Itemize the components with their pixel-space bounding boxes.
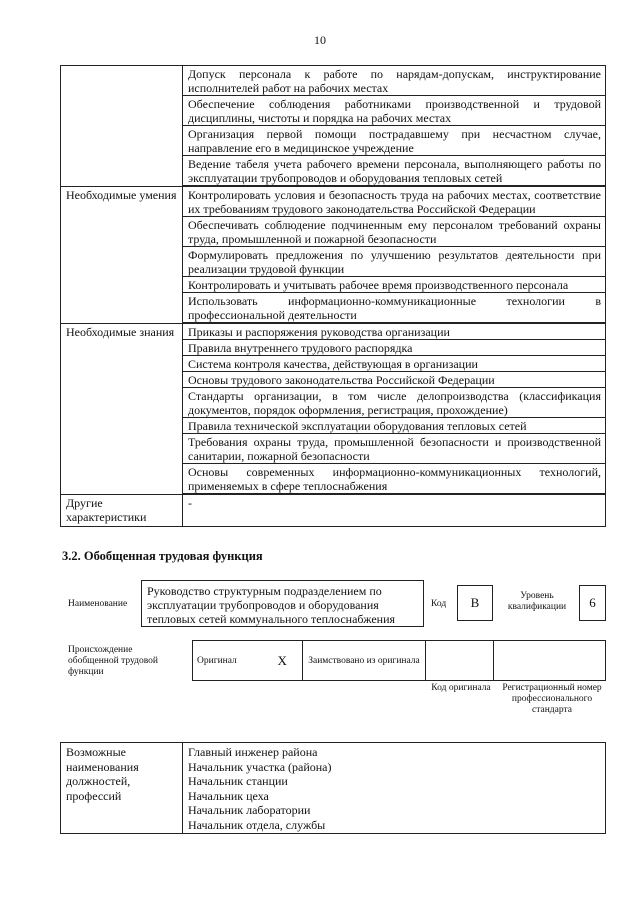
skill-item: Контролировать и учитывать рабочее время производственного персонала [183,277,606,293]
original-label: Оригинал [193,641,263,681]
knowledge-item: Основы трудового законодательства Российской Федерации [183,372,606,388]
original-mark: X [263,641,303,681]
position-item: Начальник цеха [188,788,269,803]
origin-label: Происхождение обобщенной трудовой функции [68,645,158,677]
knowledge-item: Система контроля качества, действующая в организации [183,356,606,372]
knowledge-item: Правила технической эксплуатации оборудования тепловых сетей [183,418,606,434]
action-item: Обеспечение соблюдения работниками производственной и трудовой дисциплины, чистоты и порядка на рабочих местах [183,96,606,126]
level-value: 6 [579,585,606,621]
knowledge-item: Правила внутреннего трудового распорядка [183,340,606,356]
code-value: B [457,585,493,621]
skills-label: Необходимые умения [61,186,183,323]
position-item: Начальник отдела, службы [188,817,326,832]
skill-item: Контролировать условия и безопасность труда на рабочих местах, соответствие их требованиям трудового законодательства Российской Федерации [183,186,606,217]
knowledge-item: Приказы и распоряжения руководства организации [183,323,606,340]
reg-number-cell [494,641,606,681]
other-label: Другие характеристики [61,494,183,526]
position-item: Начальник участка (района) [188,759,332,774]
function-name-box: Руководство структурным подразделением по эксплуатации трубопроводов и оборудования тепловых сетей коммунального теплоснабжения [141,580,424,627]
other-value: - [183,494,606,526]
positions-table [60,742,606,834]
level-label: Уровень квалификации [507,591,567,612]
code-original-cell [426,641,494,681]
position-item: Главный инженер района [188,745,318,759]
labor-function-table [60,65,606,527]
origin-table [192,640,606,681]
action-item: Организация первой помощи пострадавшему при несчастном случае, направление его в медицинское учреждение [183,126,606,156]
code-original-label: Код оригинала [431,683,491,693]
positions-label: Возможные наименования должностей, профессий [61,743,183,834]
name-label: Наименование [68,599,128,609]
knowledge-label: Необходимые знания [61,323,183,494]
skill-item: Использовать информационно-коммуникационные технологии в профессиональной деятельности [183,293,606,324]
skill-item: Обеспечивать соблюдение подчиненным ему персоналом требований охраны труда, промышленной и пожарной безопасности [183,217,606,247]
action-item: Ведение табеля учета рабочего времени персонала, выполняющего работы по эксплуатации трубопроводов и оборудования тепловых сетей [183,156,606,187]
knowledge-item: Требования охраны труда, промышленной безопасности и производственной санитарии, пожарной безопасности [183,434,606,464]
code-label: Код [431,599,447,609]
continued-label-cell [61,66,183,187]
borrowed-label: Заимствовано из оригинала [303,641,426,681]
position-item: Начальник лаборатории [188,803,311,817]
skill-item: Формулировать предложения по улучшению результатов деятельности при реализации трудовой функции [183,247,606,277]
position-item: Начальник станции [188,774,288,788]
page-number: 10 [314,33,326,47]
knowledge-item: Основы современных информационно-коммуникационных технологий, применяемых в сфере теплоснабжения [183,464,606,495]
action-item: Допуск персонала к работе по нарядам-допускам, инструктирование исполнителей работ на рабочих местах [183,66,606,96]
knowledge-item: Стандарты организации, в том числе делопроизводства (классификация документов, порядок оформления, регистрация, прохождение) [183,388,606,418]
positions-list [183,743,606,834]
reg-number-label: Регистрационный номер профессионального стандарта [502,683,602,715]
section-title: 3.2. Обобщенная трудовая функция [62,549,263,563]
